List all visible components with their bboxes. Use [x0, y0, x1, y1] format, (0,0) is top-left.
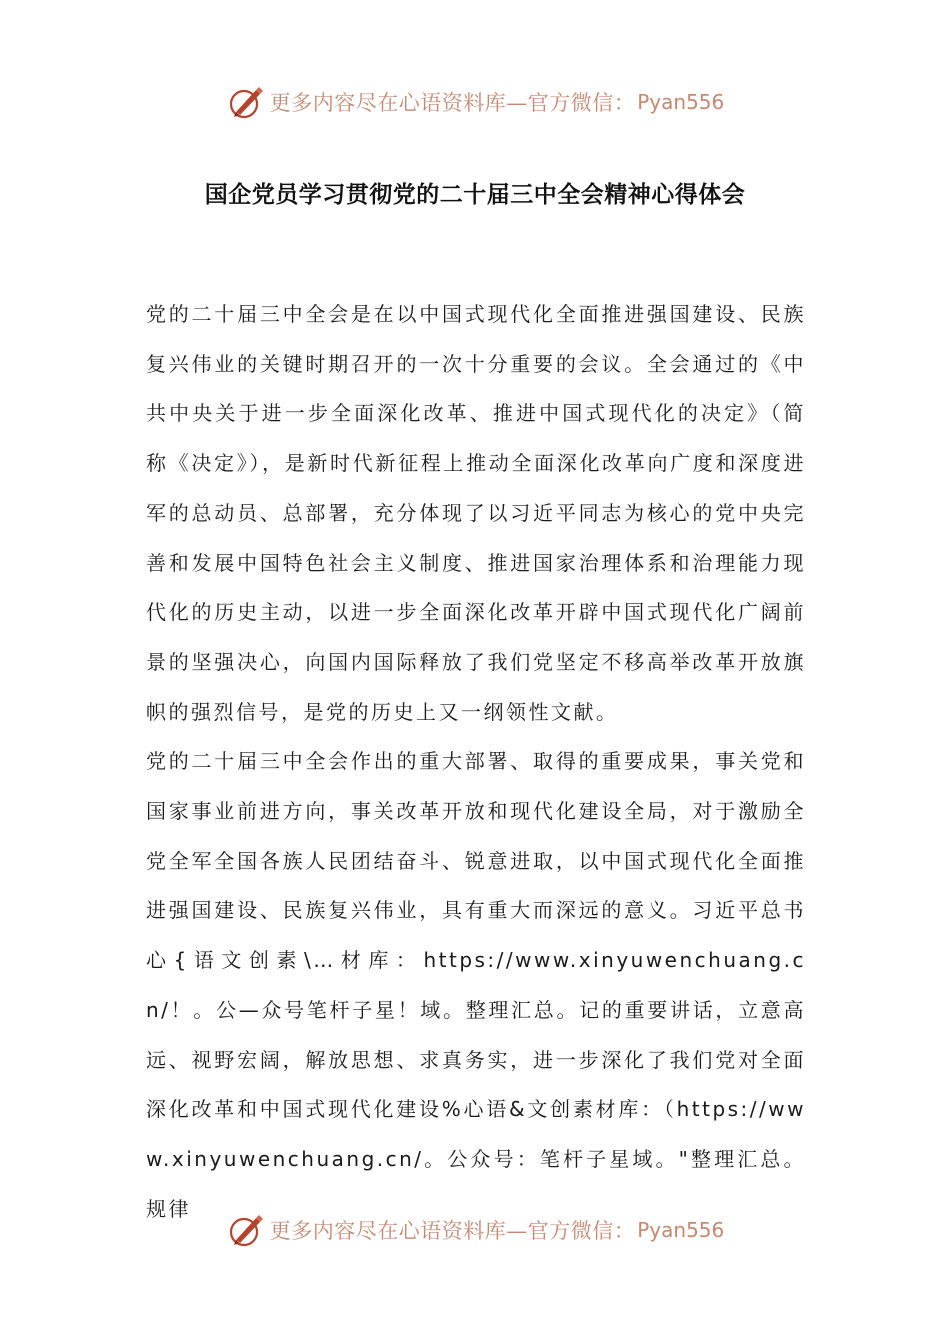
header-banner [0, 78, 950, 126]
header-banner-text: 更多内容尽在心语资料库—官方微信： [269, 91, 636, 115]
header-wechat-id: Pyan556 [637, 90, 725, 114]
body-paragraph-2: 党的二十届三中全会作出的重大部署、取得的重要成果，事关党和国家事业前进方向，事关改革开放和现代化建设全局，对于激励全党全军全国各族人民团结奋斗、锐意进取，以中国式现代化全面推进强国建设、民族复兴伟业，具有重大而深远的意义。习近平总书心{语文创素\…材库：https://www.xinyuwenchuang.cn/！。公—众号笔杆子星！域。整理汇总。记的重要讲话，立意高远、视野宏阔，解放思想、求真务实，进一步深化了我们党对全面深化改革和中国式现代化建设%心语&文创素材库：（https://www.xinyuwenchuang.cn/。公众号：笔杆子星域。"整理汇总。规律 [146, 749, 806, 1221]
pen-logo-icon [226, 1210, 266, 1250]
footer-wechat-id: Pyan556 [637, 1218, 725, 1242]
body-paragraph-1: 党的二十届三中全会是在以中国式现代化全面推进强国建设、民族复兴伟业的关键时期召开的一次十分重要的会议。全会通过的《中共中央关于进一步全面深化改革、推进中国式现代化的决定》（简称《决定》），是新时代新征程上推动全面深化改革向广度和深度进军的总动员、总部署，充分体现了以习近平同志为核心的党中央完善和发展中国特色社会主义制度、推进国家治理体系和治理能力现代化的历史主动，以进一步全面深化改革开辟中国式现代化广阔前景的坚强决心，向国内国际释放了我们党坚定不移高举改革开放旗帜的强烈信号，是党的历史上又一纲领性文献。 [146, 302, 806, 724]
document-body [146, 290, 806, 1234]
document-title: 国企党员学习贯彻党的二十届三中全会精神心得体会 [204, 182, 746, 208]
footer-banner [0, 1206, 950, 1254]
pen-logo-icon [226, 82, 266, 122]
footer-banner-text: 更多内容尽在心语资料库—官方微信： [269, 1219, 636, 1243]
